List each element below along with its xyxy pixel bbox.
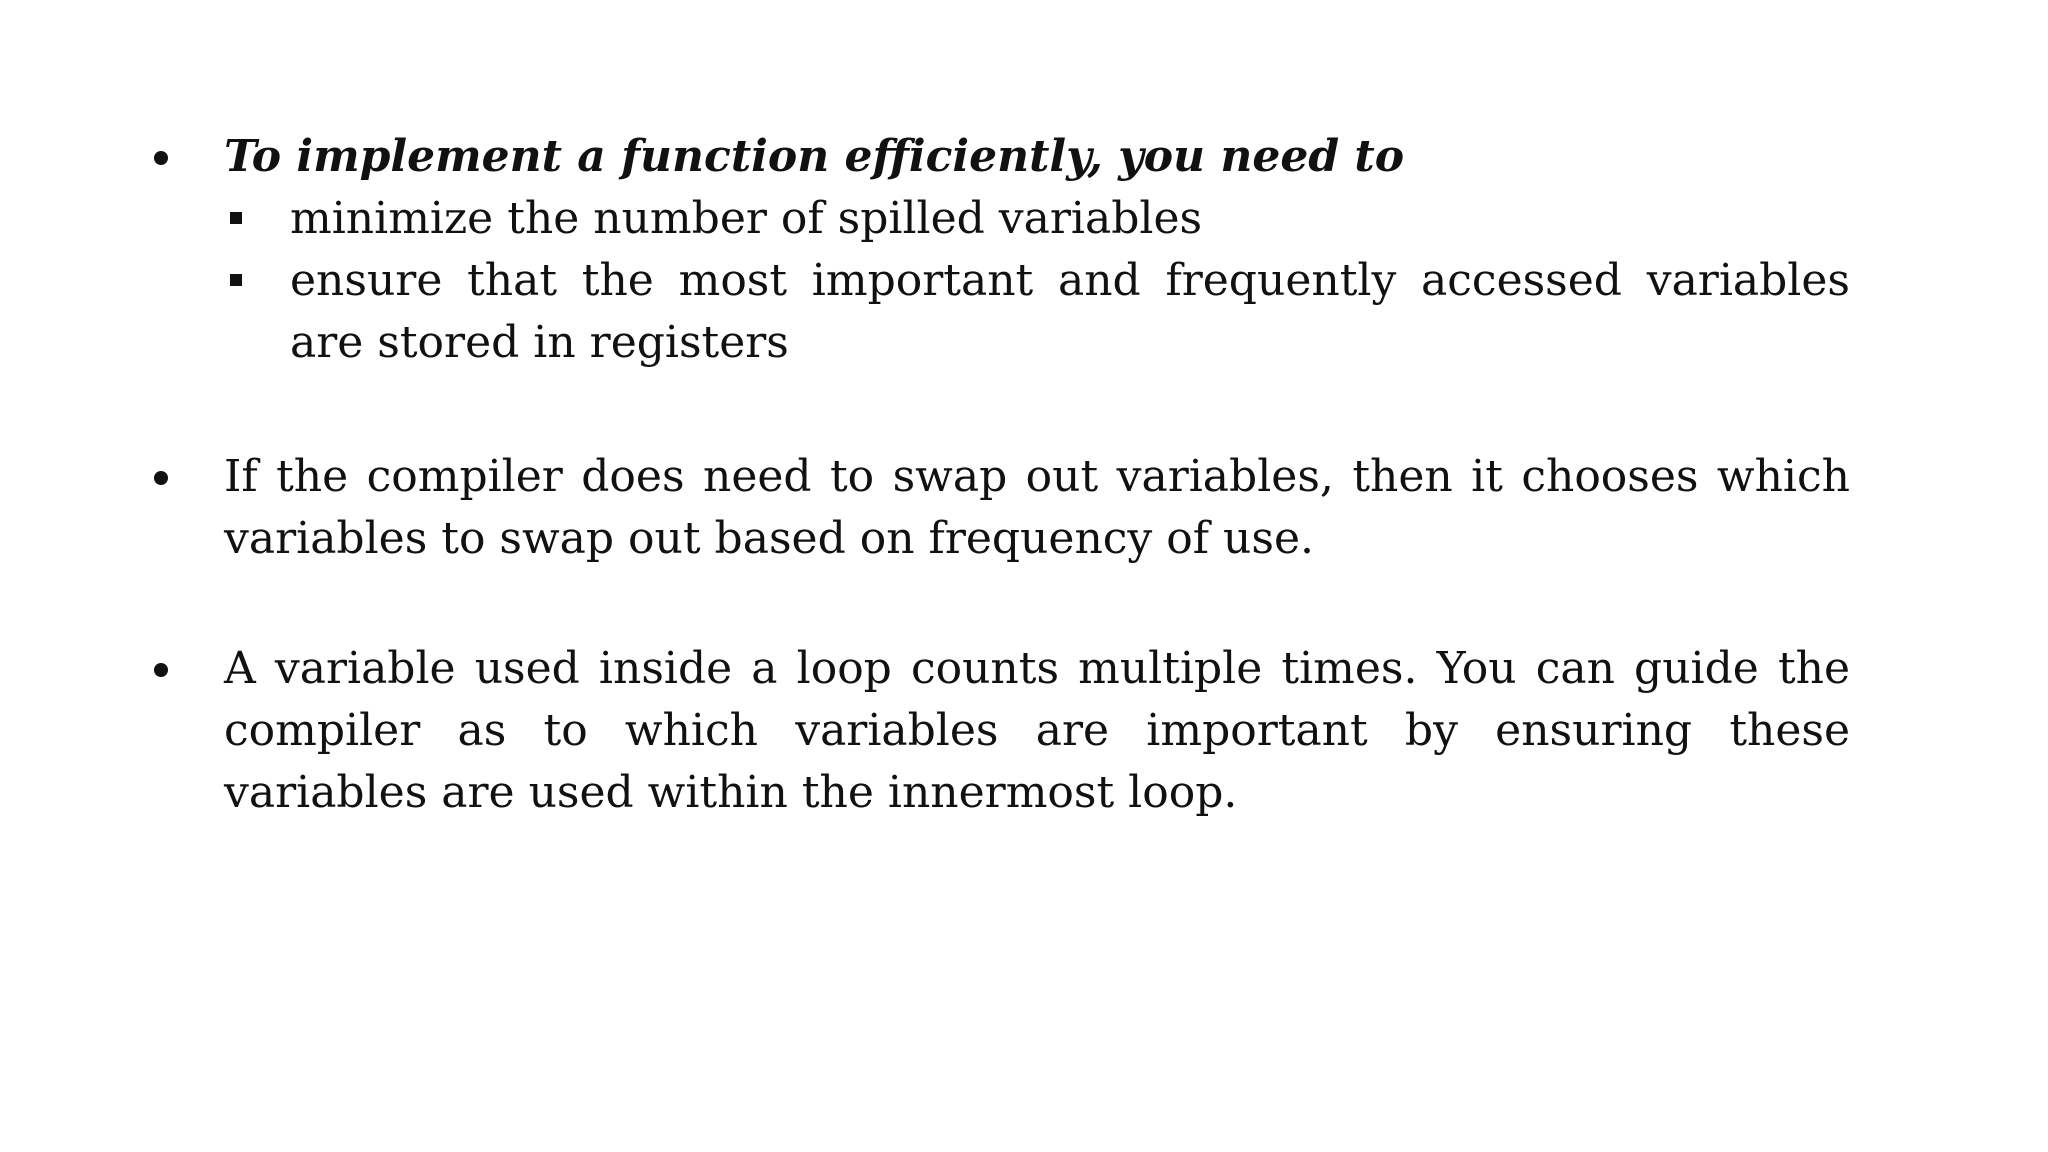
bullet-heading-text: To implement a function efficiently, you need to: [224, 131, 1405, 182]
bullet-loop-variables: [150, 638, 1850, 824]
bullet-text: If the compiler does need to swap out variables, then it chooses which variables to swap out based on frequency of use.: [224, 451, 1850, 564]
bullet-implement-efficiently: [150, 126, 1850, 374]
sub-bullet-item: [150, 188, 1850, 250]
bullet-item: [150, 638, 1850, 824]
bullet-item: [150, 446, 1850, 570]
bullet-swap-out: [150, 446, 1850, 570]
bullet-dot-icon: [154, 471, 168, 485]
bullet-dot-icon: [154, 663, 168, 677]
sub-bullet-item: [150, 250, 1850, 374]
sub-bullet-text: ensure that the most important and frequently accessed variables are stored in registers: [290, 255, 1850, 368]
sub-bullet-text: minimize the number of spilled variables: [290, 193, 1203, 244]
bullet-item: [150, 126, 1850, 188]
bullet-text: A variable used inside a loop counts multiple times. You can guide the compiler as to which variables are important by ensuring these variables are used within the innermost loop.: [224, 643, 1850, 818]
square-bullet-icon: [230, 212, 242, 224]
square-bullet-icon: [230, 274, 242, 286]
bullet-dot-icon: [154, 151, 168, 165]
sub-bullet-list: [150, 188, 1850, 374]
